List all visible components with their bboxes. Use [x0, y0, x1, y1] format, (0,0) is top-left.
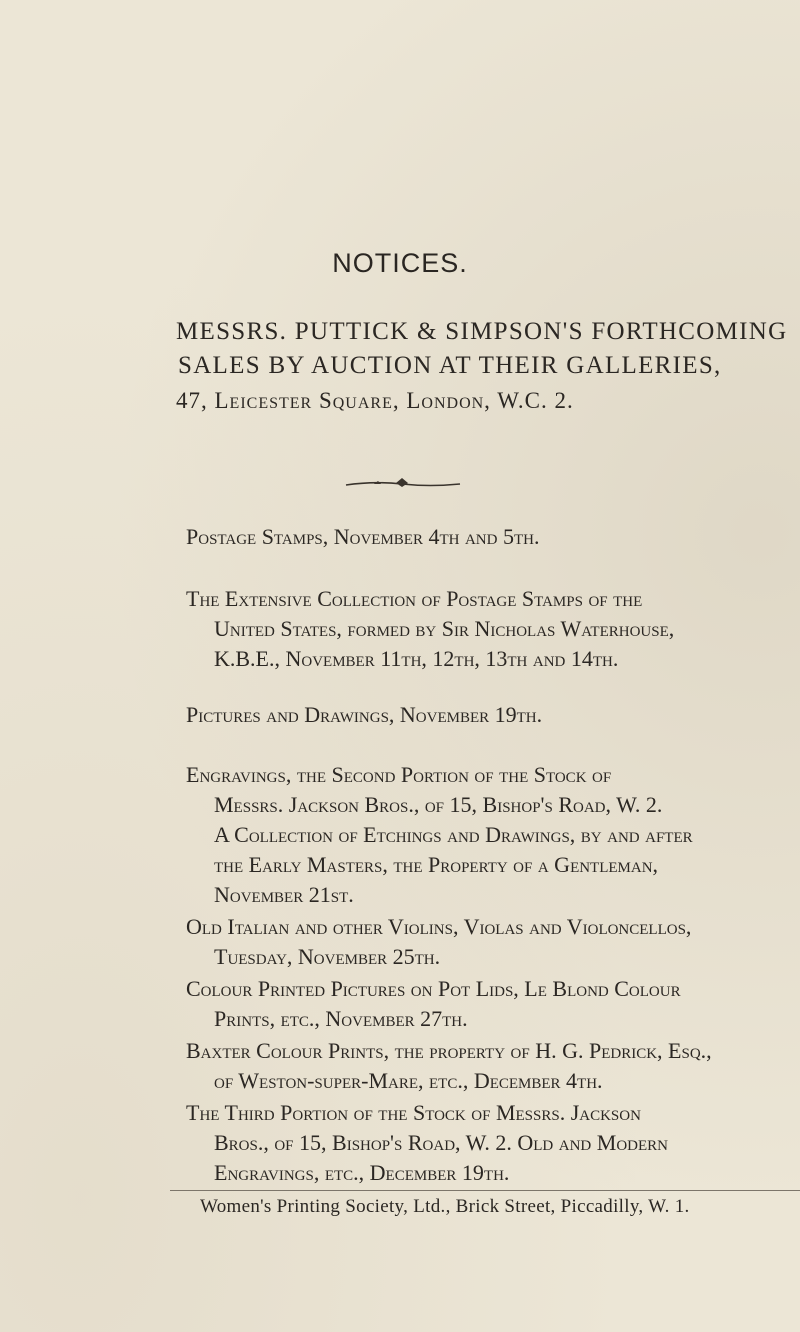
notice-line: The Third Portion of the Stock of Messrs. Jackson: [186, 1100, 641, 1125]
notice-pot-lids: [186, 974, 776, 1034]
notice-jackson-third-portion: [186, 1098, 776, 1188]
notice-pictures-drawings: [186, 700, 776, 730]
divider-ornament: [344, 476, 462, 490]
notice-line: Pictures and Drawings, November 19th.: [186, 702, 543, 727]
notice-us-stamp-collection: [186, 584, 776, 674]
intro-block: [176, 318, 788, 414]
notice-engravings: [186, 760, 776, 910]
notice-line: A Collection of Etchings and Drawings, by and after: [214, 822, 693, 847]
notice-line: Baxter Colour Prints, the property of H. G. Pedrick, Esq.,: [186, 1038, 712, 1063]
notice-violins: [186, 912, 776, 972]
notice-line: November 21st.: [214, 882, 354, 907]
notice-line: Bros., of 15, Bishop's Road, W. 2. Old and Modern: [214, 1130, 668, 1155]
notice-line: Messrs. Jackson Bros., of 15, Bishop's Road, W. 2.: [214, 792, 663, 817]
notice-postage-stamps: [186, 522, 776, 552]
notice-baxter-prints: [186, 1036, 776, 1096]
intro-line-2: SALES BY AUCTION AT THEIR GALLERIES,: [178, 352, 722, 379]
printer-imprint: Women's Printing Society, Ltd., Brick Street, Piccadilly, W. 1.: [200, 1196, 690, 1217]
footer-rule: [170, 1190, 800, 1191]
notice-line: Engravings, etc., December 19th.: [214, 1160, 510, 1185]
notice-line: of Weston-super-Mare, etc., December 4th.: [214, 1068, 603, 1093]
intro-address: 47, Leicester Square, London, W.C. 2.: [176, 388, 574, 413]
page-title: NOTICES.: [332, 248, 468, 278]
notice-line: Tuesday, November 25th.: [214, 944, 441, 969]
intro-line-1: MESSRS. PUTTICK & SIMPSON'S FORTHCOMING: [176, 318, 788, 345]
notice-line: Engravings, the Second Portion of the Stock of: [186, 762, 612, 787]
notice-line: K.B.E., November 11th, 12th, 13th and 14th.: [214, 646, 619, 671]
notice-line: United States, formed by Sir Nicholas Waterhouse,: [214, 616, 675, 641]
notice-line: Old Italian and other Violins, Violas and Violoncellos,: [186, 914, 692, 939]
notice-line: Postage Stamps, November 4th and 5th.: [186, 524, 540, 549]
notice-line: the Early Masters, the Property of a Gentleman,: [214, 852, 659, 877]
notice-line: Prints, etc., November 27th.: [214, 1006, 468, 1031]
notice-line: The Extensive Collection of Postage Stamps of the: [186, 586, 643, 611]
notice-line: Colour Printed Pictures on Pot Lids, Le Blond Colour: [186, 976, 681, 1001]
